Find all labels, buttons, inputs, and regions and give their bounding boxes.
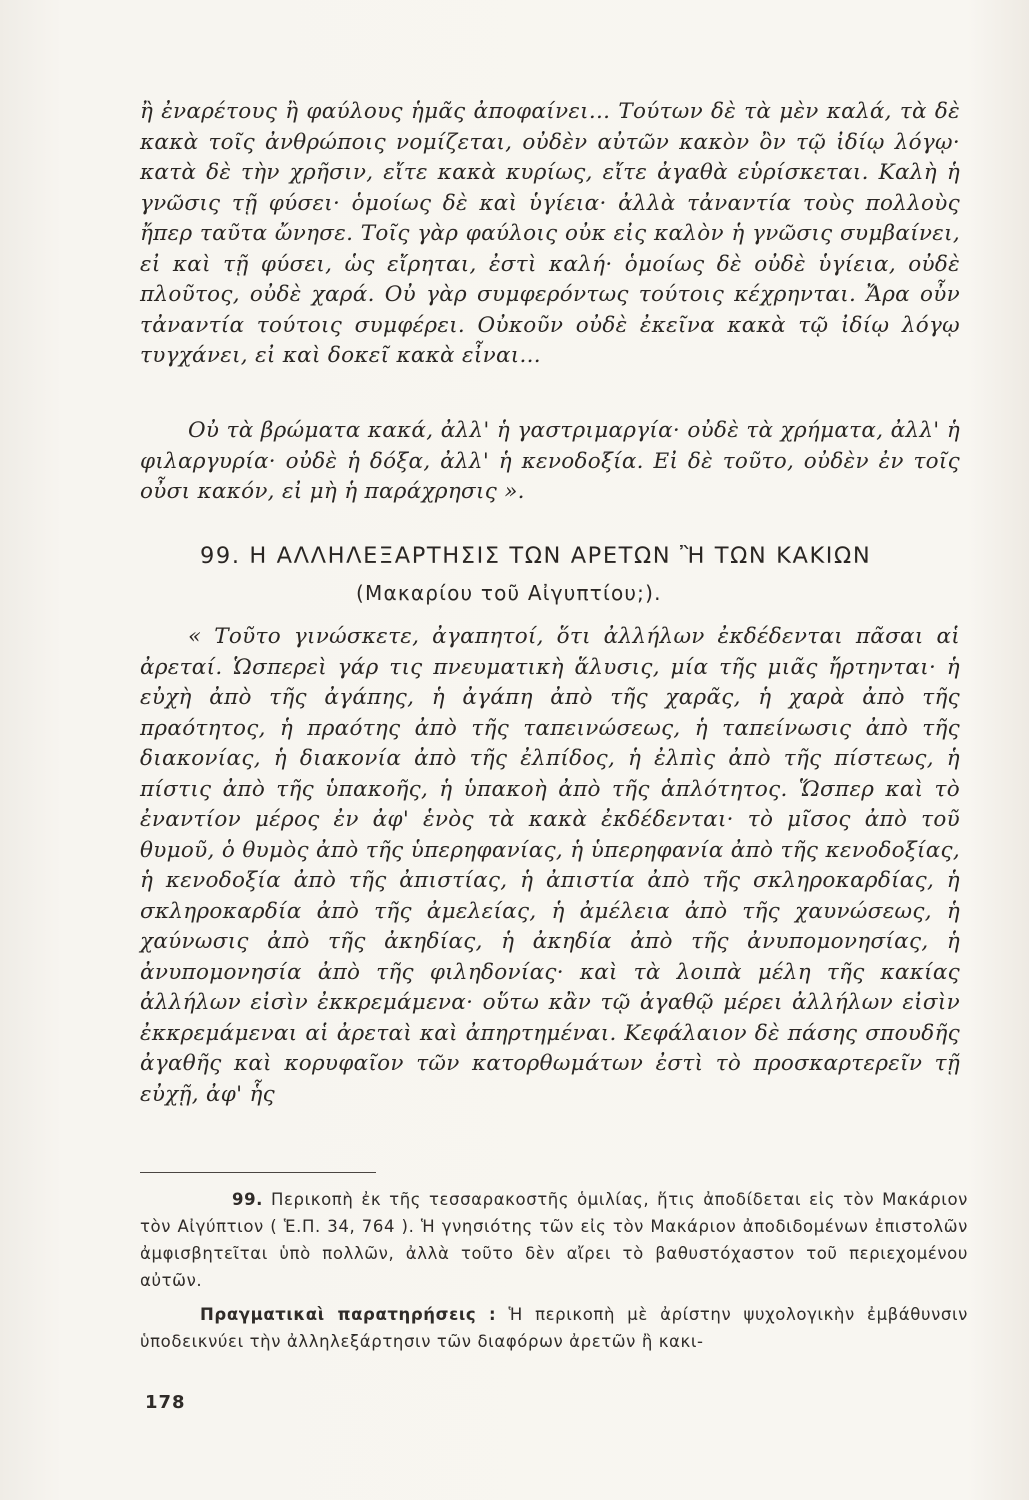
paragraph-text: Οὐ τὰ βρώματα κακά, ἀλλ' ἡ γαστριμαργία· οὐδὲ τὰ χρήματα, ἀλλ' ἡ φιλαργυρία· οὐδὲ ἡ δόξα, ἀλλ' ἡ κενοδοξία. Εἰ δὲ τοῦτο, οὐδὲν ἐν τοῖς οὖσι κακόν, εἰ μὴ ἡ παράχρησις ». [140,418,960,504]
footnote-text: Περικοπὴ ἐκ τῆς τεσσαρακοστῆς ὁμιλίας, ἥτις ἀποδίδεται εἰς τὸν Μακάριον τὸν Αἰγύπτιον ( Ἑ.Π. 34, 764 ). Ἡ γνησιότης τῶν εἰς τὸν Μακάριον ἀποδιδομένων ἐπιστολῶν ἀμφισβητεῖται ὑπὸ πολλῶν, ἀλλὰ τοῦτο δὲν αἴρει τὸ βαθυστόχαστον τοῦ περιεχομένου αὐτῶν. [140,1190,968,1290]
section-title: 99. Η ΑΛΛΗΛΕΞΑΡΤΗΣΙΣ ΤΩΝ ΑΡΕΤΩΝ Ἢ ΤΩΝ ΚΑΚΙΩΝ [200,543,872,569]
continued-text-paragraph [140,97,960,372]
footnote-heading: Πραγματικαὶ παρατηρήσεις : [200,1305,497,1324]
quote-closing-paragraph [140,416,960,508]
footnote-text: Ἡ περικοπὴ μὲ ἀρίστην ψυχολογικὴν ἐμβάθυνσιν ὑποδεικνύει τὴν ἀλληλεξάρτησιν τῶν διαφόρων ἀρετῶν ἢ κακι- [140,1305,968,1351]
paragraph-text: « Τοῦτο γινώσκετε, ἀγαπητοί, ὅτι ἀλλήλων ἐκδέδενται πᾶσαι αἱ ἀρεταί. Ὡσπερεὶ γάρ τις πνευματικὴ ἅλυσις, μία τῆς μιᾶς ἤρτηνται· ἡ εὐχὴ ἀπὸ τῆς ἀγάπης, ἡ ἀγάπη ἀπὸ τῆς χαρᾶς, ἡ χαρὰ ἀπὸ τῆς πραότητος, ἡ πραότης ἀπὸ τῆς ταπεινώσεως, ἡ ταπείνωσις ἀπὸ τῆς διακονίας, ἡ διακονία ἀπὸ τῆς ἐλπίδος, ἡ ἐλπὶς ἀπὸ τῆς πίστεως, ἡ πίστις ἀπὸ τῆς ὑπακοῆς, ἡ ὑπακοὴ ἀπὸ τῆς ἁπλότητος. Ὥσπερ καὶ τὸ ἐναντίον μέρος ἐν ἀφ' ἑνὸς τὰ κακὰ ἐκδέδενται· τὸ μῖσος ἀπὸ τοῦ θυμοῦ, ὁ θυμὸς ἀπὸ τῆς ὑπερηφανίας, ἡ ὑπερηφανία ἀπὸ τῆς κενοδοξίας, ἡ κενοδοξία ἀπὸ τῆς ἀπιστίας, ἡ ἀπιστία ἀπὸ τῆς σκληροκαρδίας, ἡ σκληροκαρδία ἀπὸ τῆς ἀμελείας, ἡ ἀμέλεια ἀπὸ τῆς χαυνώσεως, ἡ χαύνωσις ἀπὸ τῆς ἀκηδίας, ἡ ἀκηδία ἀπὸ τῆς ἀνυπομονησίας, ἡ ἀνυπομονησία ἀπὸ τῆς φιληδονίας· καὶ τὰ λοιπὰ μέλη τῆς κακίας ἀλλήλων εἰσὶν ἐκκρεμάμενα· οὕτω κἂν τῷ ἀγαθῷ μέρει ἀλλήλων εἰσὶν ἐκκρεμάμεναι αἱ ἀρεταὶ καὶ ἀπηρτημέναι. Κεφάλαιον δὲ πάσης σπουδῆς ἀγαθῆς καὶ κορυφαῖον τῶν κατορθωμάτων ἐστὶ τὸ προσκαρτερεῖν τῇ εὐχῇ, ἀφ' ἧς [140,624,960,1107]
page-number: 178 [145,1392,186,1413]
footnote-divider [140,1172,376,1173]
section-subtitle: (Μακαρίου τοῦ Αἰγυπτίου;). [356,581,662,605]
footnote-remarks [140,1301,968,1355]
footnote-number: 99. [232,1190,264,1209]
paragraph-text: ἢ ἐναρέτους ἢ φαύλους ἡμᾶς ἀποφαίνει... Τούτων δὲ τὰ μὲν καλά, τὰ δὲ κακὰ τοῖς ἀνθρώποις νομίζεται, οὐδὲν αὐτῶν κακὸν ὂν τῷ ἰδίῳ λόγῳ· κατὰ δὲ τὴν χρῆσιν, εἴτε κακὰ κυρίως, εἴτε ἀγαθὰ εὑρίσκεται. Καλὴ ἡ γνῶσις τῇ φύσει· ὁμοίως δὲ καὶ ὑγίεια· ἀλλὰ τἀναντία τοὺς πολλοὺς ἤπερ ταῦτα ὤνησε. Τοῖς γὰρ φαύλοις οὐκ εἰς καλὸν ἡ γνῶσις συμβαίνει, εἰ καὶ τῇ φύσει, ὡς εἴρηται, ἐστὶ καλή· ὁμοίως δὲ οὐδὲ ὑγίεια, οὐδὲ πλοῦτος, οὐδὲ χαρά. Οὐ γὰρ συμφερόντως τούτοις κέχρηνται. Ἄρα οὖν τἀναντία τούτοις συμφέρει. Οὐκοῦν οὐδὲ ἐκεῖνα κακὰ τῷ ἰδίῳ λόγῳ τυγχάνει, εἰ καὶ δοκεῖ κακὰ εἶναι... [140,99,960,368]
section-body-paragraph [140,622,960,1110]
footnote-source [140,1186,968,1294]
